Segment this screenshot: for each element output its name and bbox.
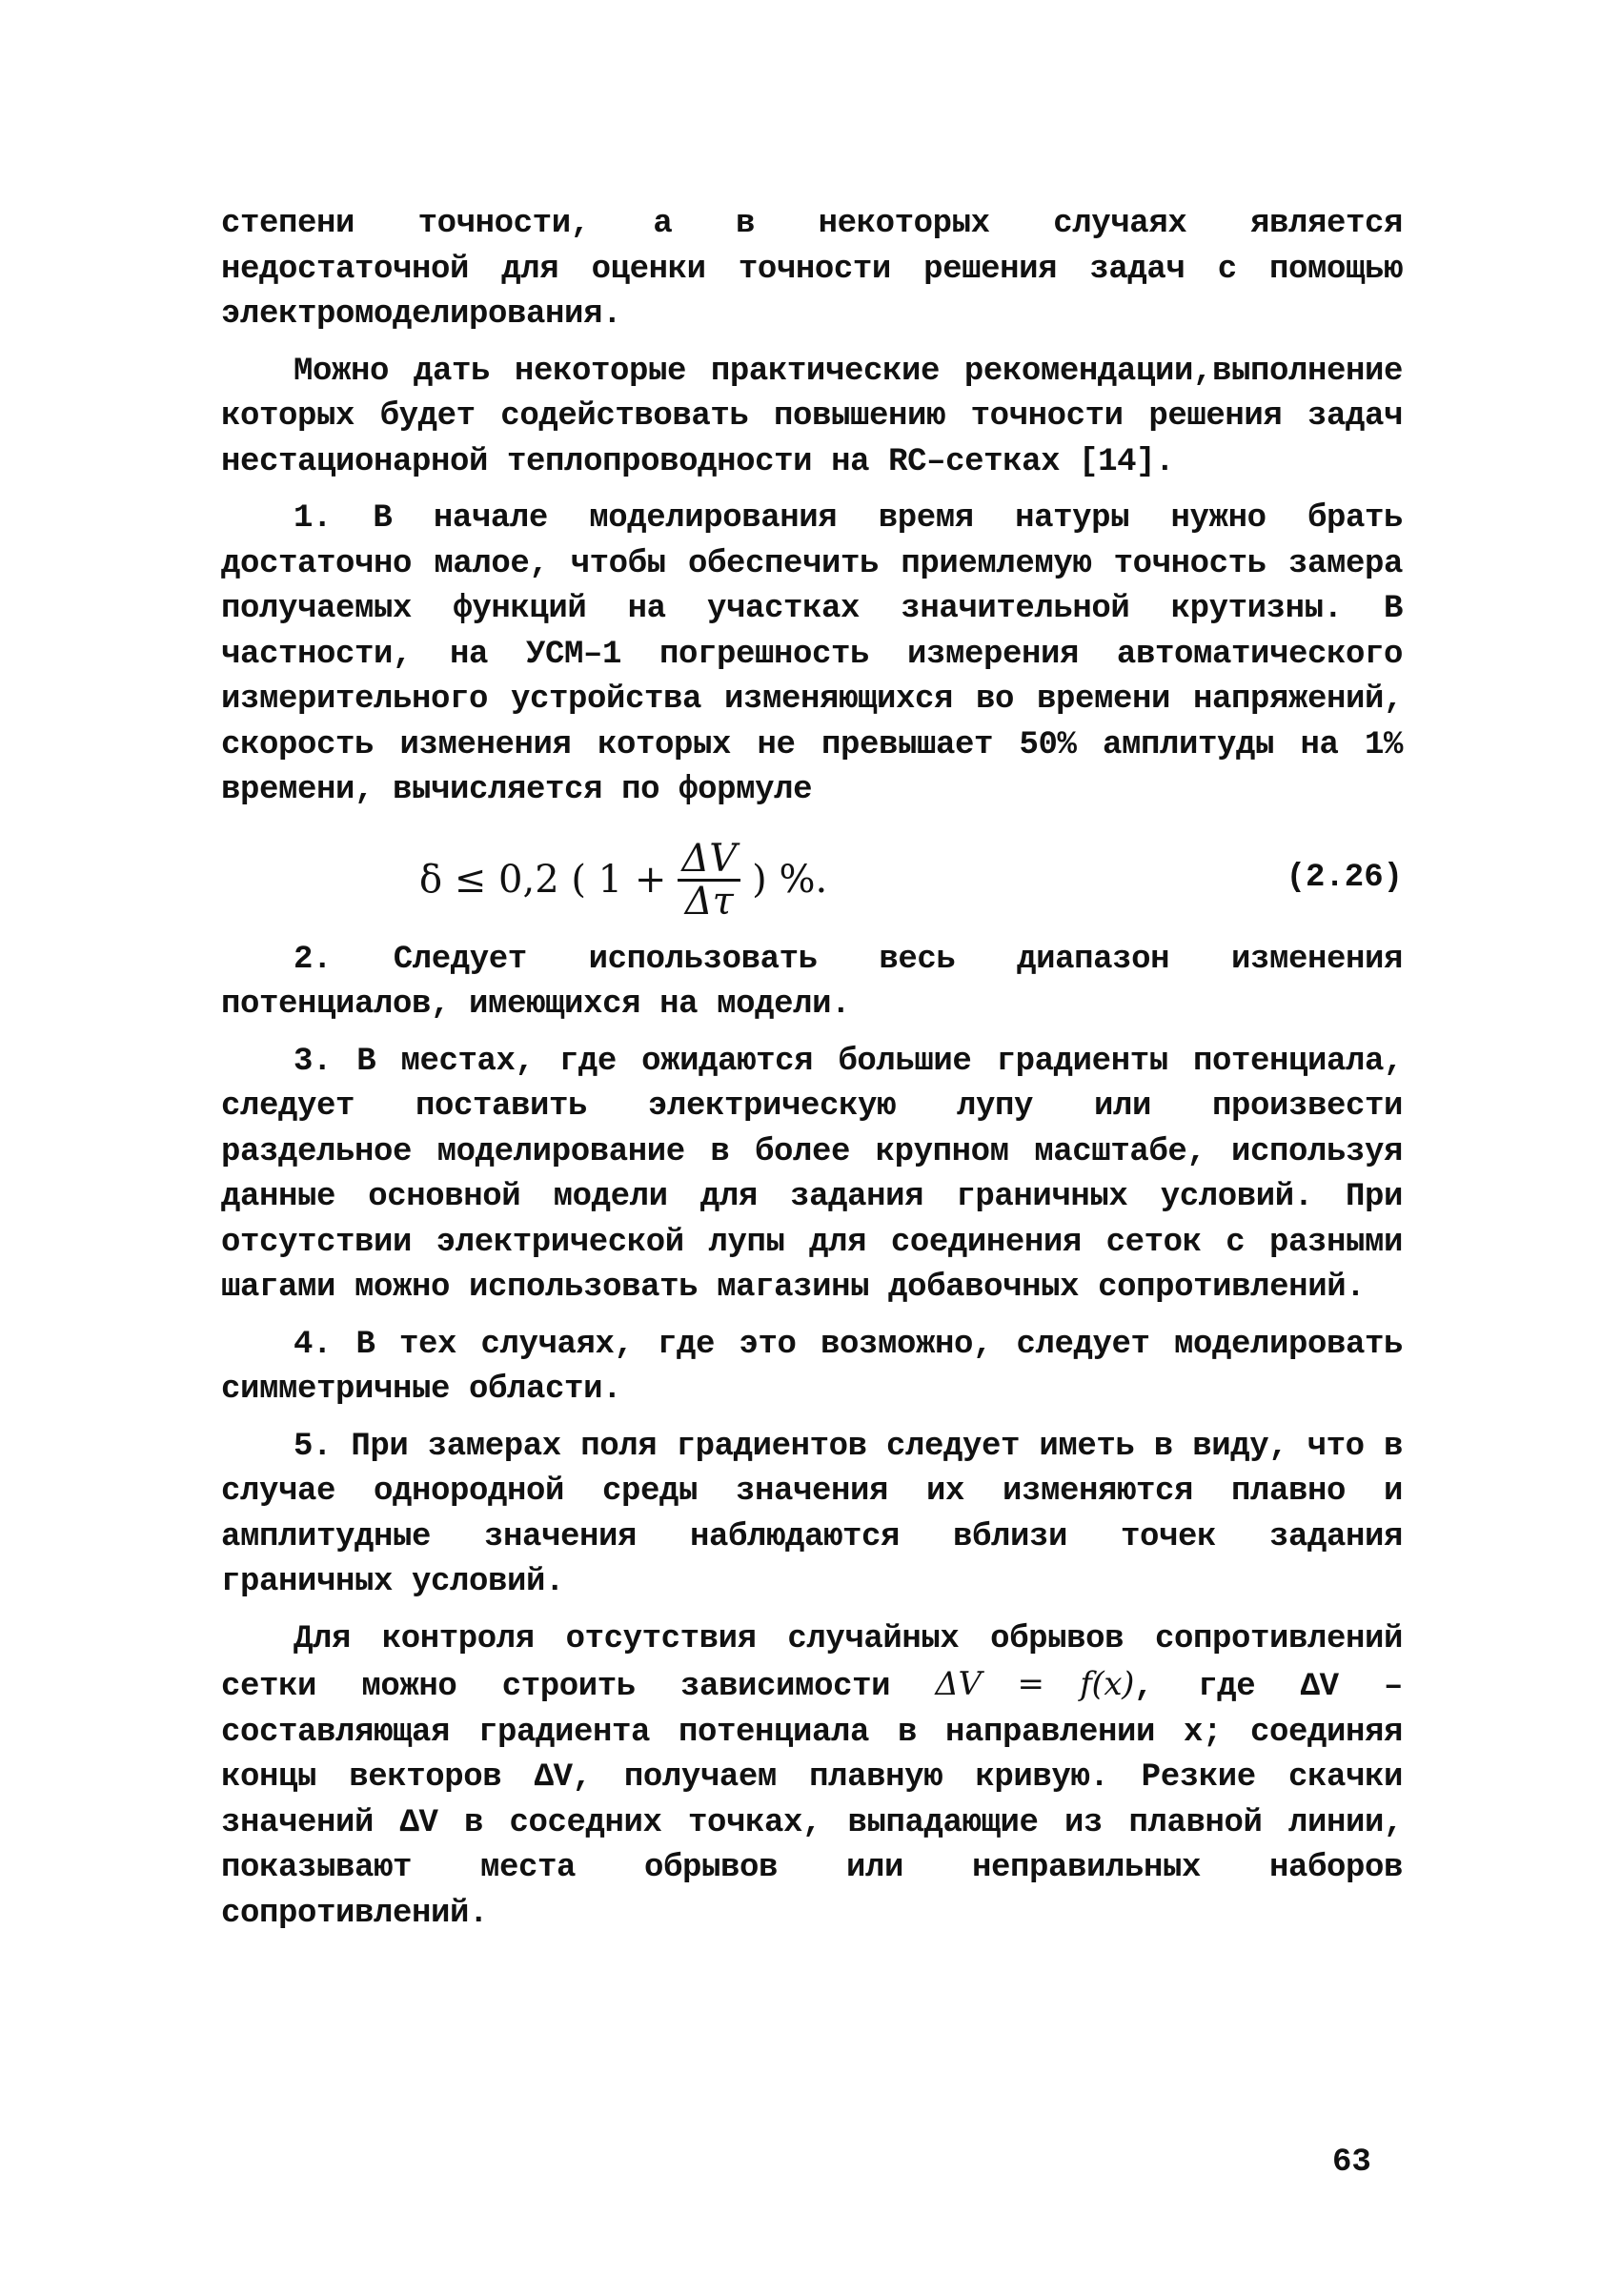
paragraph-1: степени точности, а в некоторых случаях является недостаточной для оценки точности решения задач с помощью электромоделирования. xyxy=(221,206,1403,333)
formula-lhs: δ ≤ 0,2 ( 1 + xyxy=(419,858,667,902)
formula-rhs: ) %. xyxy=(752,858,828,902)
page-body xyxy=(221,202,1403,1948)
formula-fraction xyxy=(678,836,740,924)
paragraph-2: Можно дать некоторые практические рекомендации,выполнение которых будет содействовать повышению точности решения задач нестационарной теплопроводности на RC–сетках [14]. xyxy=(221,353,1403,480)
inline-formula: ΔV = f(x) xyxy=(935,1665,1134,1703)
formula-numerator: ΔV xyxy=(678,839,740,882)
page-number: 63 xyxy=(1332,2144,1371,2181)
paragraph-control-part-b: , где ΔV – составляющая градиента потенциала в направлении x; соединяя концы векторов ΔV, получаем плавную кривую. Резкие скачки значений ΔV в соседних точках, выпадающие из плавной линии, показывают места обрывов или неправильных наборов сопротивлений. xyxy=(221,1669,1403,1932)
paragraph-recommendation-3: 3. В местах, где ожидаются большие градиенты потенциала, следует поставить электрическую лупу или произвести раздельное моделирование в более крупном масштабе, используя данные основной модели для задания граничных условий. При отсутствии электрической лупы для соединения сеток с разными шагами можно использовать магазины добавочных сопротивлений. xyxy=(221,1043,1403,1306)
formula-denominator: Δτ xyxy=(684,879,734,924)
paragraph-recommendation-4: 4. В тех случаях, где это возможно, следует моделировать симметричные области. xyxy=(221,1326,1403,1408)
formula-expression xyxy=(419,836,828,924)
paragraph-recommendation-2: 2. Следует использовать весь диапазон изменения потенциалов, имеющихся на модели. xyxy=(221,941,1403,1023)
equation-number: (2.26) xyxy=(1286,859,1403,896)
paragraph-recommendation-1: 1. В начале моделирования время натуры нужно брать достаточно малое, чтобы обеспечить приемлемую точность замера получаемых функций на участках значительной крутизны. В частности, на УСМ–1 погрешность измерения автоматического измерительного устройства изменяющихся во времени напряжений, скорость изменения которых не превышает 50% амплитуды на 1% времени, вычисляется по формуле xyxy=(221,500,1403,808)
formula-2-26 xyxy=(221,825,1403,924)
paragraph-recommendation-5: 5. При замерах поля градиентов следует иметь в виду, что в случае однородной среды значения их изменяются плавно и амплитудные значения наблюдаются вблизи точек задания граничных условий. xyxy=(221,1428,1403,1600)
paragraph-control xyxy=(221,1617,1403,1938)
paragraph-control-part-a: Для контроля отсутствия случайных обрывов сопротивлений сетки можно строить зависимости xyxy=(221,1620,1403,1705)
